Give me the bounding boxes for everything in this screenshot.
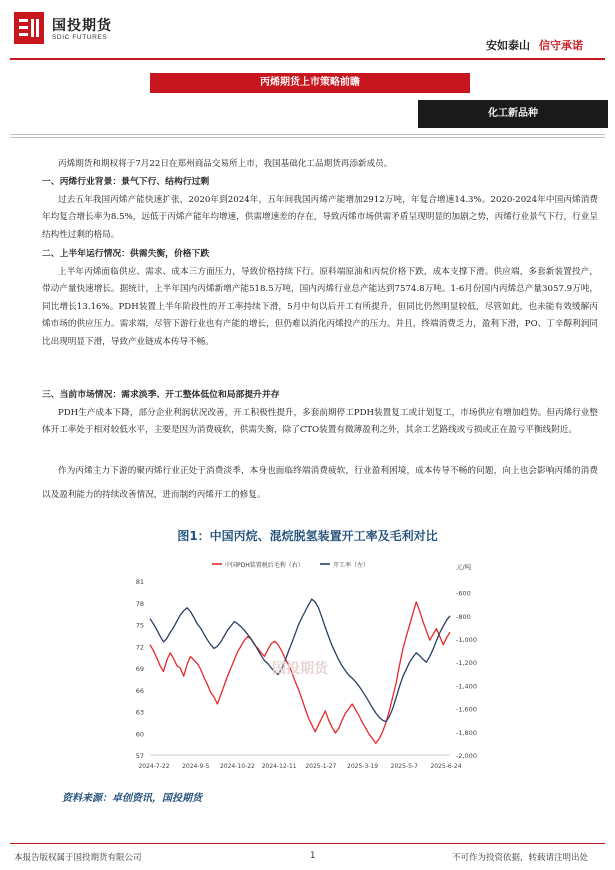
left-axis-tick-label: 78	[135, 599, 144, 608]
section-divider	[10, 137, 605, 138]
section-4-paragraph: 作为丙烯主力下游的聚丙烯行业正处于消费淡季，本身也面临终端消费疲软，行业盈利困境，成本传导不畅的问题，向上也会影响丙烯的消费以及盈利能力的持续改善情况，进而制约丙烯开工的修复。	[42, 466, 598, 500]
right-axis-tick-label: -1,400	[456, 682, 477, 691]
category-label: 化工新品种	[418, 100, 608, 128]
x-axis-tick-label: 2024-10-22	[219, 763, 255, 770]
left-axis-tick-label: 60	[135, 730, 144, 739]
slogan-part-b: 信守承诺	[539, 39, 583, 52]
legend-label-utilization: 开工率（左）	[333, 562, 370, 569]
report-title: 丙烯期货上市策略前瞻	[150, 73, 470, 93]
x-axis-tick-label: 2025-1-27	[305, 763, 337, 770]
x-axis-tick-label: 2024-7-22	[138, 763, 170, 770]
left-axis-tick-label: 75	[135, 621, 144, 630]
right-axis-tick-label: -1,800	[456, 728, 477, 737]
figure-title: 图1：中国丙烷、混烷脱氢装置开工率及毛利对比	[177, 529, 438, 543]
left-axis-tick-label: 63	[135, 708, 144, 717]
footer-divider	[10, 843, 605, 844]
footer-disclaimer: 不可作为投资依据，转载请注明出处	[452, 853, 589, 863]
left-axis-tick-label: 57	[135, 752, 144, 760]
footer-copyright: 本报告版权属于国投期货有限公司	[14, 853, 142, 863]
x-axis-tick-label: 2025-6-24	[430, 763, 462, 770]
right-axis-tick-label: -800	[456, 612, 471, 621]
intro-paragraph: 丙烯期货和期权将于7月22日在郑州商品交易所上市，我国基础化工品期货再添新成员。	[58, 159, 393, 169]
section-heading-1: 一、丙烯行业背景：景气下行、结构行过剩	[42, 177, 210, 187]
header-divider	[10, 58, 605, 60]
section-divider	[10, 134, 605, 135]
right-axis-tick-label: -600	[456, 589, 471, 598]
section-heading-2: 二、上半年运行情况：供需失衡，价格下跌	[42, 249, 210, 259]
line-chart	[110, 555, 490, 779]
right-axis-unit: 元/吨	[456, 563, 472, 571]
section-3-paragraph: PDH生产成本下降，部分企业利润状况改善，开工积极性提升，多套前期停工PDH装置复工或计划复工，市场供应有增加趋势。但丙烯行业整体开工率处于相对较低水平，主要是因为消费疲软，供需失衡，除了CTO装置有微薄盈利之外，其余工艺路线或亏损或正在盈亏平衡线附近。	[42, 408, 598, 436]
right-axis-tick-label: -1,200	[456, 659, 477, 668]
x-axis-tick-label: 2024-12-11	[261, 763, 297, 770]
company-name-en: SDIC FUTURES	[52, 34, 108, 41]
slogan-part-a: 安如泰山	[486, 39, 530, 52]
right-axis-tick-label: -2,000	[456, 752, 477, 760]
chart-watermark: 国投期货	[272, 661, 328, 677]
right-axis-tick-label: -1,600	[456, 705, 477, 714]
logo-icon	[14, 12, 44, 44]
figure-source: 资料来源：卓创资讯，国投期货	[62, 793, 202, 804]
x-axis-tick-label: 2025-3-19	[347, 763, 379, 770]
section-1-paragraph: 过去五年我国丙烯产能快速扩张，2020年到2024年，五年间我国丙烯产能增加2912万吨，年复合增速14.3%。2020-2024年中国丙烯消费年均复合增长率为8.5%，远低于丙烯产能年均增速，供需增速差的存在，导致丙烯市场供需矛盾呈现明显的加剧之势，丙烯行业景气下行，行业呈结构性过剩的格局。	[42, 195, 598, 240]
page-number: 1	[310, 851, 316, 861]
section-heading-3: 三、当前市场情况：需求淡季、开工整体低位和局部提升并存	[42, 390, 280, 400]
left-axis-tick-label: 66	[135, 686, 144, 695]
company-name: 国投期货	[52, 18, 112, 34]
right-axis-tick-label: -1,000	[456, 636, 477, 644]
x-axis-tick-label: 2024-9-5	[182, 763, 210, 770]
section-2-paragraph: 上半年丙烯面临供应、需求、成本三方面压力，导致价格持续下行。原料端原油和丙烷价格下跌，成本支撑下滑。供应端，多套新装置投产，带动产量快速增长。据统计，上半年国内丙烯新增产能518.5万吨，国内丙烯行业总产能达到7574.8万吨。1-6月份国内丙烯总产量3057.9万吨，同比增长13.16%。PDH装置上半年阶段性的开工率持续下滑，5月中旬以后开工有所提升，但同比仍然明显较低，尽管如此，也未能有效缓解丙烯市场的供应压力。需求端，尽管下游行业也有产能的增长，但仍难以消化丙烯投产的压力。并且，终端消费乏力，盈利下滑，PO、丁辛醇利润同比出现明显下滑，导致产业链成本传导不畅。	[42, 267, 598, 347]
x-axis-tick-label: 2025-5-7	[390, 763, 418, 770]
legend-label-margin: 中国PDH装置税后毛利（右）	[225, 562, 304, 569]
left-axis-tick-label: 69	[135, 665, 144, 673]
left-axis-tick-label: 72	[135, 643, 144, 652]
left-axis-tick-label: 81	[135, 578, 144, 586]
